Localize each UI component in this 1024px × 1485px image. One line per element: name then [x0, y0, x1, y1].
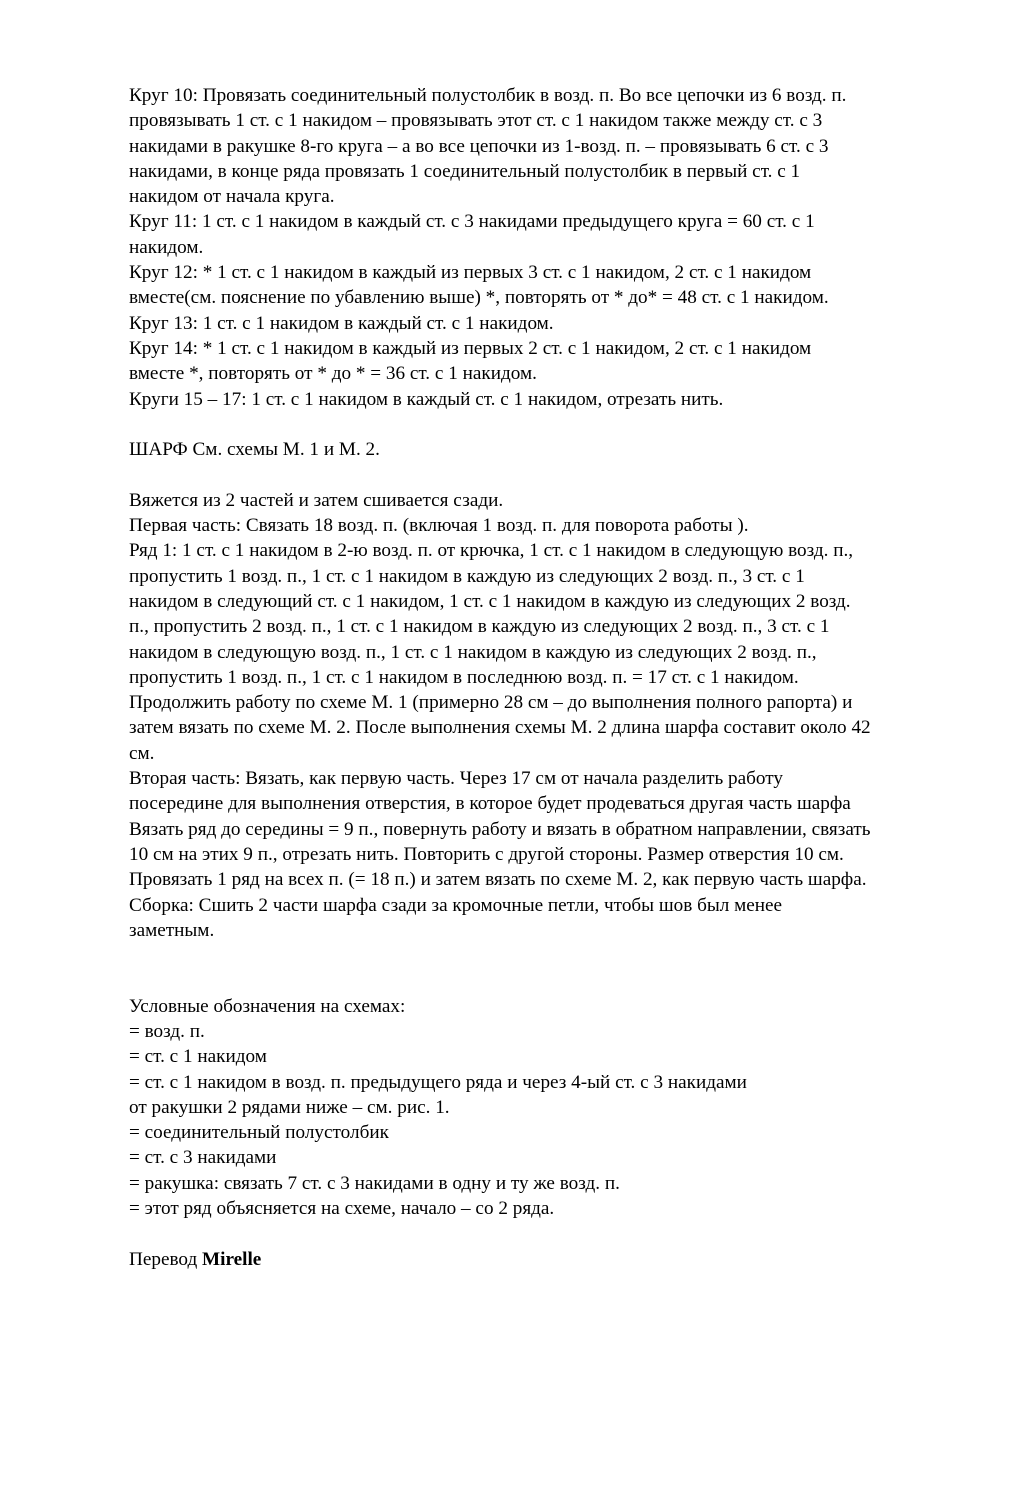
- scarf-continue-text: Продолжить работу по схеме М. 1 (примерно 28 см – до выполнения полного рапорта) и затем вязать по схеме М. 2. После выполнения схемы М. 2 длина шарфа составит около 42 см.: [129, 692, 871, 764]
- spacer: [129, 943, 989, 994]
- round-10-text: Круг 10: Провязать соединительный полустолбик в возд. п. Во все цепочки из 6 возд. п. провязывать 1 ст. с 1 накидом – провязывать этот ст. с 1 накидом также между ст. с 3 накидами в ракушке 8-го круга – а во все цепочки из 1-возд. п. – провязывать 6 ст. с 3 накидами, в конце ряда провязать 1 соединительный полустолбик в первый ст. с 1 накидом от начала круга.: [129, 85, 847, 208]
- round-12-text: Круг 12: * 1 ст. с 1 накидом в каждый из первых 3 ст. с 1 накидом, 2 ст. с 1 накидом вместе(см. пояснение по убавлению выше) *, повторять от * до* = 48 ст. с 1 накидом.: [129, 262, 829, 309]
- scarf-assembly-text: Сборка: Сшить 2 части шарфа сзади за кромочные петли, чтобы шов был менее заметным.: [129, 894, 783, 941]
- legend-item-shell: = ракушка: связать 7 ст. с 3 накидами в одну и ту же возд. п.: [129, 1172, 620, 1194]
- legend-heading: Условные обозначения на схемах:: [129, 995, 406, 1017]
- round-14-text: Круг 14: * 1 ст. с 1 накидом в каждый из первых 2 ст. с 1 накидом, 2 ст. с 1 накидом вместе *, повторять от * до * = 36 ст. с 1 накидом.: [129, 337, 812, 385]
- translation-author: Mirelle: [202, 1248, 262, 1270]
- legend-item-dc-through: = ст. с 1 накидом в возд. п. предыдущего ряда и через 4-ый ст. с 3 накидами от ракушки 2 рядами ниже – см. рис. 1.: [129, 1071, 747, 1118]
- translation-credit: [129, 1247, 989, 1272]
- legend-item-chain: = возд. п.: [129, 1020, 205, 1042]
- translation-label: Перевод: [129, 1248, 203, 1270]
- scarf-row-1-text: Ряд 1: 1 ст. с 1 накидом в 2-ю возд. п. от крючка, 1 ст. с 1 накидом в следующую возд. п., пропустить 1 возд. п., 1 ст. с 1 накидом в каждую из следующих 2 возд. п., 3 ст. с 1 накидом в следующий ст. с 1 накидом, 1 ст. с 1 накидом в каждую из следующих 2 возд. п., пропустить 2 возд. п., 1 ст. с 1 накидом в каждую из следующих 2 возд. п., 3 ст. с 1 накидом в следующую возд. п., 1 ст. с 1 накидом в каждую из следующих 2 возд. п., пропустить 1 возд. п., 1 ст. с 1 накидом в последнюю возд. п. = 17 ст. с 1 накидом.: [129, 540, 854, 688]
- legend-item-row-note: = этот ряд объясняется на схеме, начало – со 2 ряда.: [129, 1198, 555, 1220]
- round-11-text: Круг 11: 1 ст. с 1 накидом в каждый ст. с 3 накидами предыдущего круга = 60 ст. с 1 накидом.: [129, 211, 815, 258]
- spacer: [129, 462, 989, 487]
- scarf-intro-text: Вяжется из 2 частей и затем сшивается сзади.: [129, 489, 504, 511]
- legend-item-dc: = ст. с 1 накидом: [129, 1046, 267, 1068]
- legend-item-triple: = ст. с 3 накидами: [129, 1147, 277, 1169]
- scarf-heading: ШАРФ См. схемы М. 1 и М. 2.: [129, 439, 380, 461]
- scarf-first-part-text: Первая часть: Связать 18 возд. п. (включая 1 возд. п. для поворота работы ).: [129, 515, 749, 537]
- scarf-second-part-text: Вторая часть: Вязать, как первую часть. Через 17 см от начала разделить работу посередине для выполнения отверстия, в которое будет продеваться другая часть шарфа Вязать ряд до середины = 9 п., повернуть работу и вязать в обратном направлении, связать 10 см на этих 9 п., отрезать нить. Повторить с другой стороны. Размер отверстия 10 см. Провязать 1 ряд на всех п. (= 18 п.) и затем вязать по схеме М. 2, как первую часть шарфа.: [129, 768, 871, 891]
- rounds-15-17-text: Круги 15 – 17: 1 ст. с 1 накидом в каждый ст. с 1 накидом, отрезать нить.: [129, 388, 724, 410]
- spacer: [129, 1221, 989, 1246]
- document-body: [129, 83, 989, 1272]
- legend-item-slip-stitch: = соединительный полустолбик: [129, 1122, 389, 1144]
- round-13-text: Круг 13: 1 ст. с 1 накидом в каждый ст. с 1 накидом.: [129, 312, 554, 334]
- spacer: [129, 412, 989, 437]
